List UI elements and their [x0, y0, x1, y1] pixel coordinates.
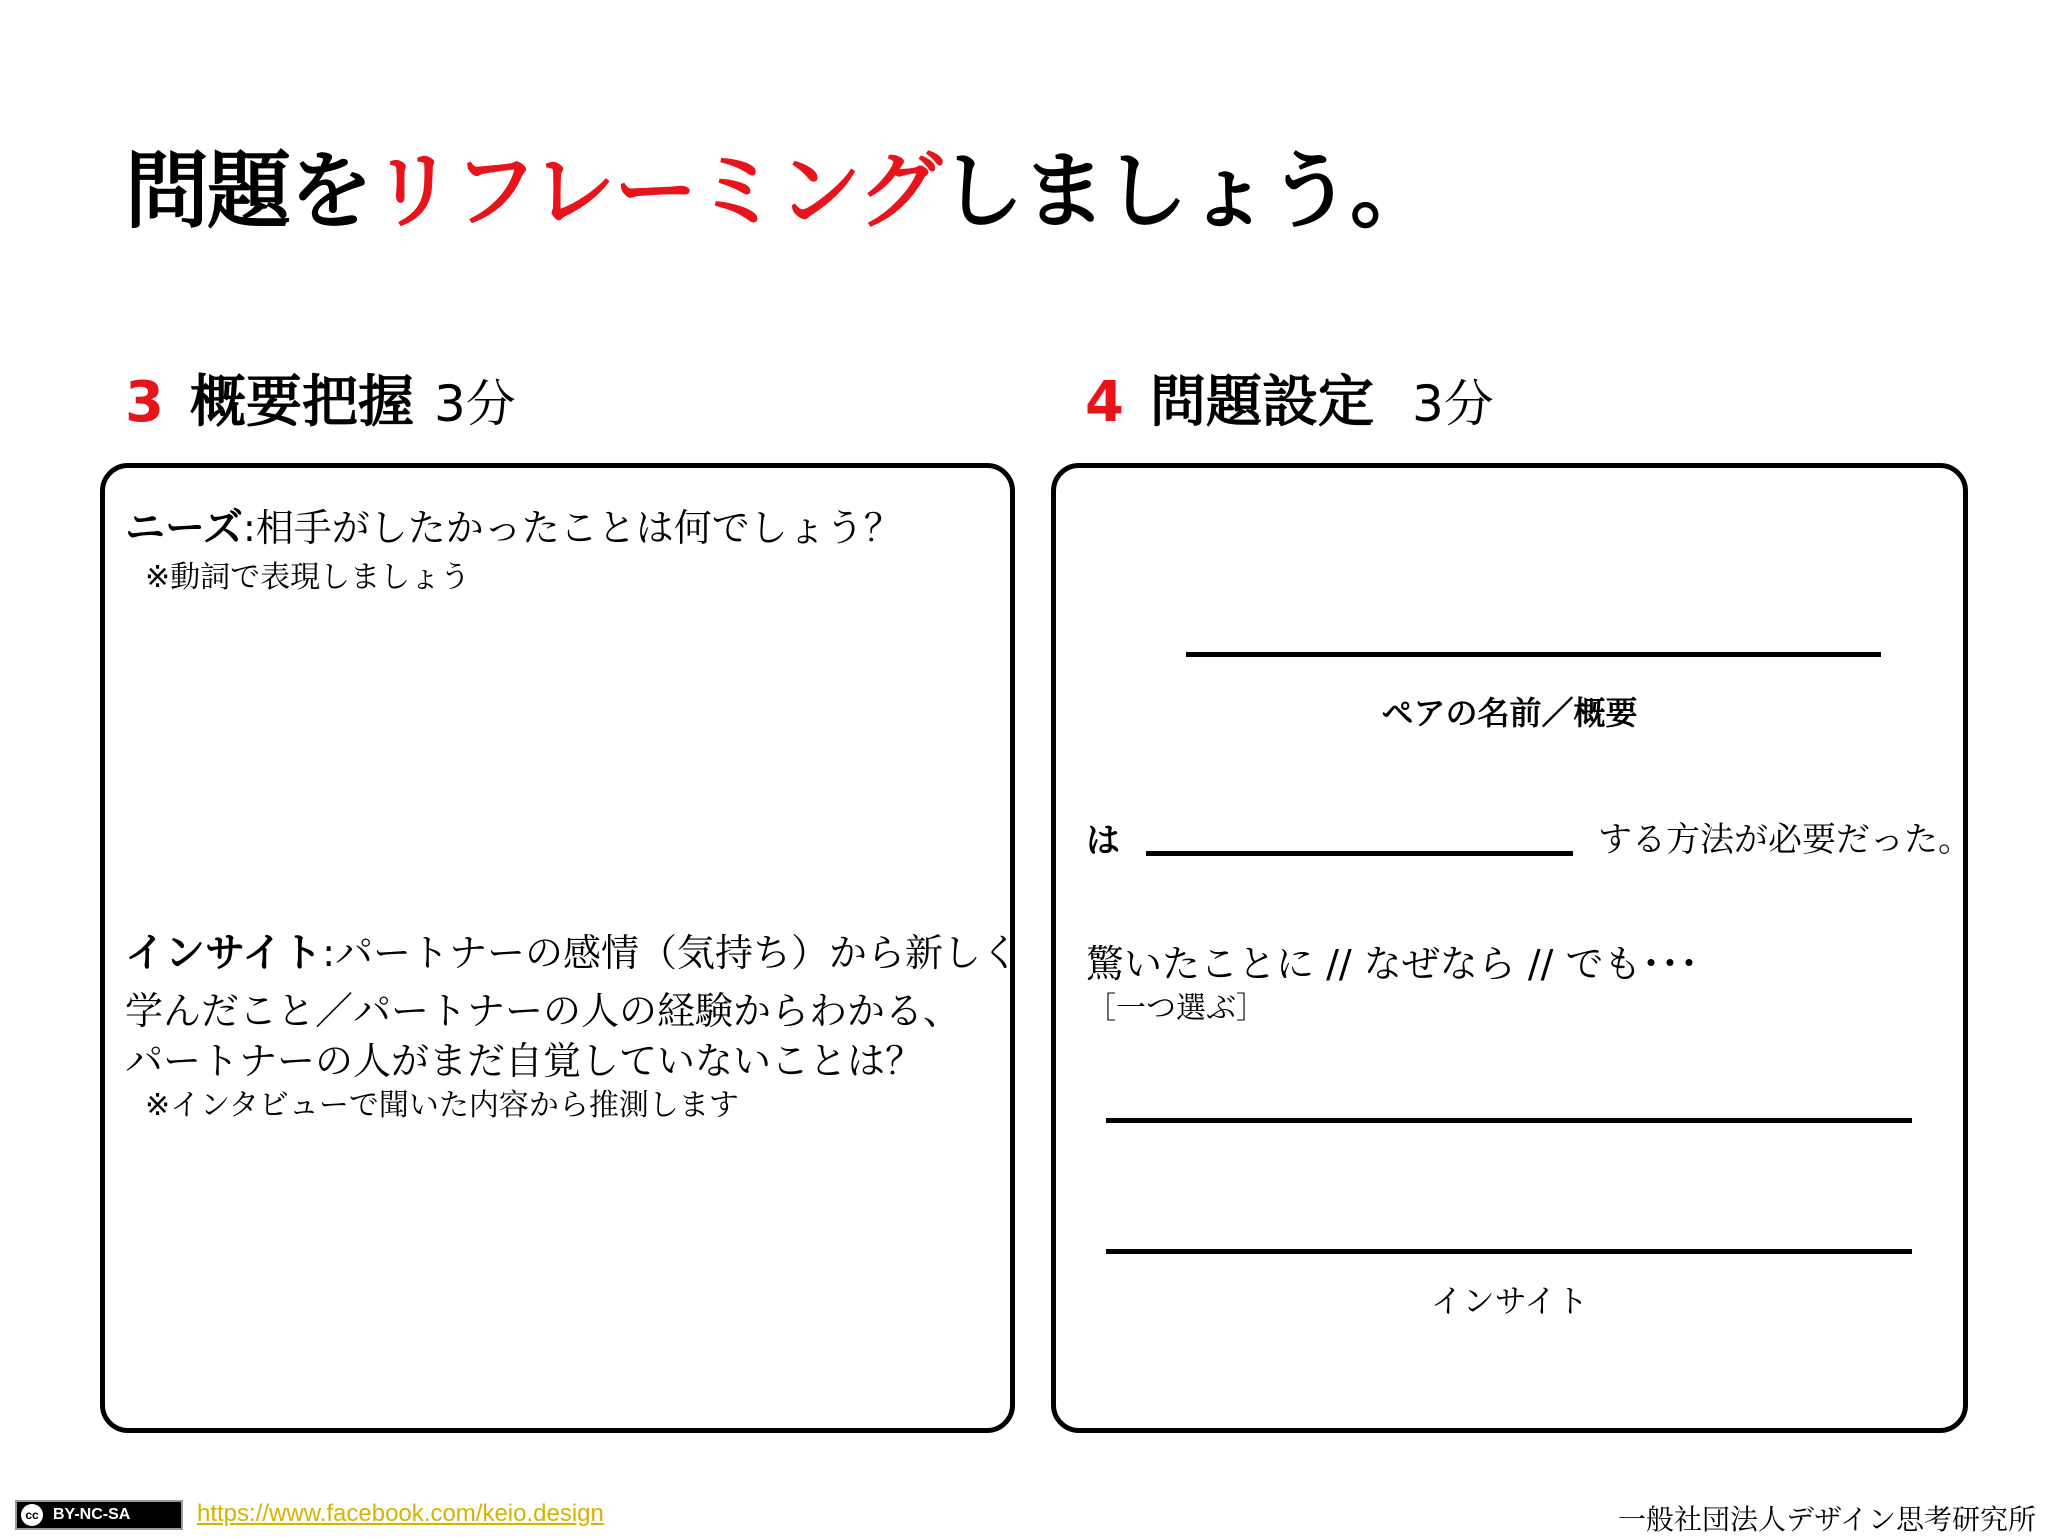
- license-text: BY-NC-SA: [53, 1506, 131, 1523]
- insight-caption: インサイト: [1430, 1282, 1589, 1320]
- insight-blank-line-2: [1106, 1249, 1912, 1254]
- pair-caption: ペアの名前／概要: [1381, 694, 1638, 732]
- title-part-3: しましょう。: [939, 142, 1432, 240]
- problem-setting-box: [1051, 463, 1972, 1433]
- section-duration: 3分: [1411, 375, 1494, 433]
- insight-question-line-2: 学んだこと／パートナーの人の経験からわかる、: [125, 989, 962, 1033]
- insight-label: インサイト: [125, 930, 323, 976]
- needs-prompt: [125, 496, 902, 553]
- method-text: する方法が必要だった。: [1598, 820, 1972, 860]
- wa-particle: は: [1086, 821, 1120, 861]
- facebook-link[interactable]: https://www.facebook.com/keio.design: [197, 1500, 604, 1527]
- page-title: [125, 142, 1432, 240]
- pair-name-blank-line: [1186, 652, 1881, 657]
- insight-blank-line-1: [1106, 1118, 1912, 1123]
- insight-question-line-1: :パートナーの感情（気持ち）から新しく: [322, 931, 1020, 975]
- needs-label: ニーズ: [125, 505, 243, 551]
- cc-license-badge: [15, 1500, 183, 1530]
- options-text: 驚いたことに // なぜなら // でも･･･: [1086, 942, 1699, 986]
- section-heading-problem: [1085, 372, 1494, 434]
- section-number: 4: [1085, 370, 1124, 435]
- overview-box: [100, 463, 1020, 1433]
- section-title: 問題設定: [1149, 370, 1374, 435]
- insight-prompt: [125, 928, 1019, 1086]
- need-blank-line: [1146, 851, 1573, 856]
- section-duration: 3分: [433, 375, 516, 433]
- title-accent: リフレーミング: [371, 142, 940, 240]
- insight-note: ※インタビューで聞いた内容から推測します: [145, 1088, 739, 1123]
- needs-note: ※動詞で表現しましょう: [145, 560, 471, 595]
- needs-question: :相手がしたかったことは何でしょう？: [243, 506, 902, 550]
- title-part-1: 問題を: [125, 142, 372, 240]
- cc-icon: cc: [21, 1504, 43, 1526]
- choose-note: ［一つ選ぶ］: [1086, 991, 1266, 1026]
- organization-name: 一般社団法人デザイン思考研究所: [1617, 1503, 2036, 1536]
- insight-question-line-3: パートナーの人がまだ自覚していないことは？: [125, 1039, 924, 1083]
- section-heading-overview: [125, 372, 516, 434]
- section-title: 概要把握: [189, 370, 414, 435]
- section-number: 3: [125, 370, 164, 435]
